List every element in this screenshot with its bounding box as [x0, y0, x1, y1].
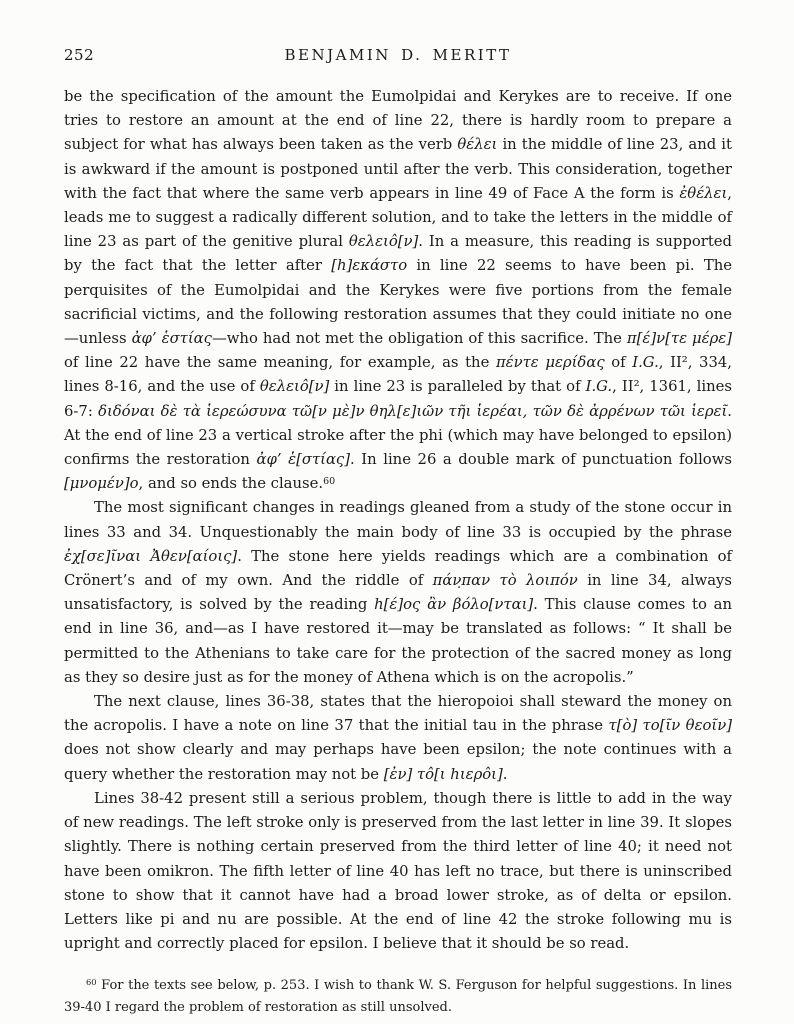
greek-text-segment: πέντε μερίδας	[495, 354, 605, 372]
page-body	[64, 85, 732, 956]
text-segment: . This clause comes to an end in line 36, and—as I have restored it—may be translated as follows: “ It shall be permitted to the Athenians to take care for the protection of the sacred money as long as they so desire just as for the money of Athena which is on the acropolis.”	[64, 596, 732, 686]
text-segment: in line 22 seems to have been pi. The perquisites of the Eumolpidai and the Kerykes were five portions from the female sacrificial victims, and the following restoration assumes that they could initiate no one—unless	[64, 257, 732, 348]
body-paragraph	[64, 85, 732, 496]
text-segment: in line 34, always unsatisfactory, is solved by the reading	[64, 572, 732, 614]
body-paragraph	[64, 787, 732, 956]
text-segment: of line 22 have the same meaning, for example, as the	[64, 354, 496, 372]
text-segment: For the texts see below, p. 253. I wish to thank W. S. Ferguson for helpful suggestions. In lines 39-40 I regard the problem of restoration as still unsolved.	[64, 978, 732, 1015]
footnote-marker: 60	[86, 977, 97, 988]
running-head: BENJAMIN D. MERITT	[284, 46, 512, 64]
body-paragraph	[64, 690, 732, 787]
text-segment: . The stone here yields readings which are a combination of Crönert’s and of my own. And the riddle of	[64, 547, 732, 590]
text-segment: , leads me to suggest a radically different solution, and to take the letters in the middle of line 23 as part of the genitive plural	[64, 184, 732, 251]
text-segment: of	[604, 354, 633, 372]
text-segment: in line 23 is paralleled by that of	[329, 378, 586, 396]
text-segment: The next clause, lines 36-38, states that the hieropoioi shall steward the money on the acropolis. I have a note on line 37 that the initial tau in the phrase	[64, 693, 732, 735]
greek-text-segment: θελειô[ν]	[259, 378, 330, 396]
greek-text-segment: διδόναι δὲ τὰ ἱερεώσυνα τῶ[ν μὲ]ν θηλ[ε]ιῶν τῆι ἱερέαι, τῶν δὲ ἀρρένων τῶι ἱερεῖ	[98, 402, 728, 420]
greek-text-segment: τ[ὸ] το[ῖν θεοῖν]	[608, 717, 732, 735]
text-segment: . In line 26 a double mark of punctuation follows	[350, 451, 732, 469]
footnote	[64, 975, 732, 1018]
greek-text-segment: [ἐν] τô[ι hιερôι]	[383, 765, 503, 783]
greek-text-segment: ἀφ’ ἑστίας	[131, 330, 212, 348]
text-segment: . In a measure, this reading is supported by the fact that the letter after	[64, 233, 732, 275]
page-header	[64, 46, 732, 64]
greek-text-segment: h[έ]ος ἂν βόλο[νται]	[374, 596, 534, 614]
text-segment: in the middle of line 23, and it is awkward if the amount is postponed until after the verb. This consideration, together with the fact that where the same verb appears in line 49 of Face A the form is	[64, 136, 732, 202]
greek-text-segment: [h]εκάστο	[331, 257, 408, 275]
text-segment: , and so ends the clause.	[138, 475, 324, 493]
greek-text-segment: I.G.	[585, 378, 613, 396]
text-segment: does not show clearly and may perhaps have been epsilon; the note continues with a query whether the restoration may not be	[64, 741, 732, 783]
greek-text-segment: ἐθέλει	[679, 184, 728, 202]
text-segment: , II², 1361, lines 6-7:	[64, 378, 732, 420]
footnote-paragraph	[64, 975, 732, 1018]
footnote-marker: 60	[323, 475, 336, 487]
text-segment: . At the end of line 23 a vertical stroke after the phi (which may have belonged to epsilon) confirms the restoration	[64, 402, 732, 469]
text-segment: —who had not met the obligation of this sacrifice. The	[211, 330, 627, 348]
greek-text-segment: ἐχ̣[σε]ῖναι Ἀθεν[αίοις]	[64, 547, 238, 565]
text-segment: , II², 334, lines 8-16, and the use of	[64, 354, 732, 396]
body-paragraph	[64, 496, 732, 690]
greek-text-segment: πάν̣παν τὸ λοιπόν	[432, 572, 578, 590]
page-number: 252	[64, 46, 95, 64]
greek-text-segment: I.G.	[632, 354, 659, 372]
greek-text-segment: π[έ]ν[τε μέρε]	[626, 330, 732, 348]
text-segment: .	[502, 765, 508, 783]
greek-text-segment: [μνομέν]ο	[64, 475, 139, 493]
greek-text-segment: θελειô[ν]	[348, 233, 419, 251]
text-segment: The most significant changes in readings gleaned from a study of the stone occur in lines 33 and 34. Unquestionably the main body of line 33 is occupied by the phrase	[64, 499, 732, 541]
greek-text-segment: ἀφ’ ἑ[στίας]	[256, 451, 350, 469]
greek-text-segment: θέλει	[457, 136, 498, 154]
text-segment: Lines 38-42 present still a serious problem, though there is little to add in the way of new readings. The left stroke only is preserved from the last letter in line 39. It slopes slightly. There is nothing certain preserved from the third letter of line 40; it need not have been omikron. The fifth letter of line 40 has left no trace, but there is uninscribed stone to show that it cannot have had a broad lower stroke, as of delta or epsilon. Letters like pi and nu are possible. At the end of line 42 the stroke following mu is upright and correctly placed for epsilon. I believe that it should be so read.	[64, 789, 732, 953]
text-segment: be the specification of the amount the Eumolpidai and Kerykes are to receive. If one tries to restore an amount at the end of line 22, there is hardly room to prepare a subject for what has always been taken as the verb	[64, 88, 732, 154]
